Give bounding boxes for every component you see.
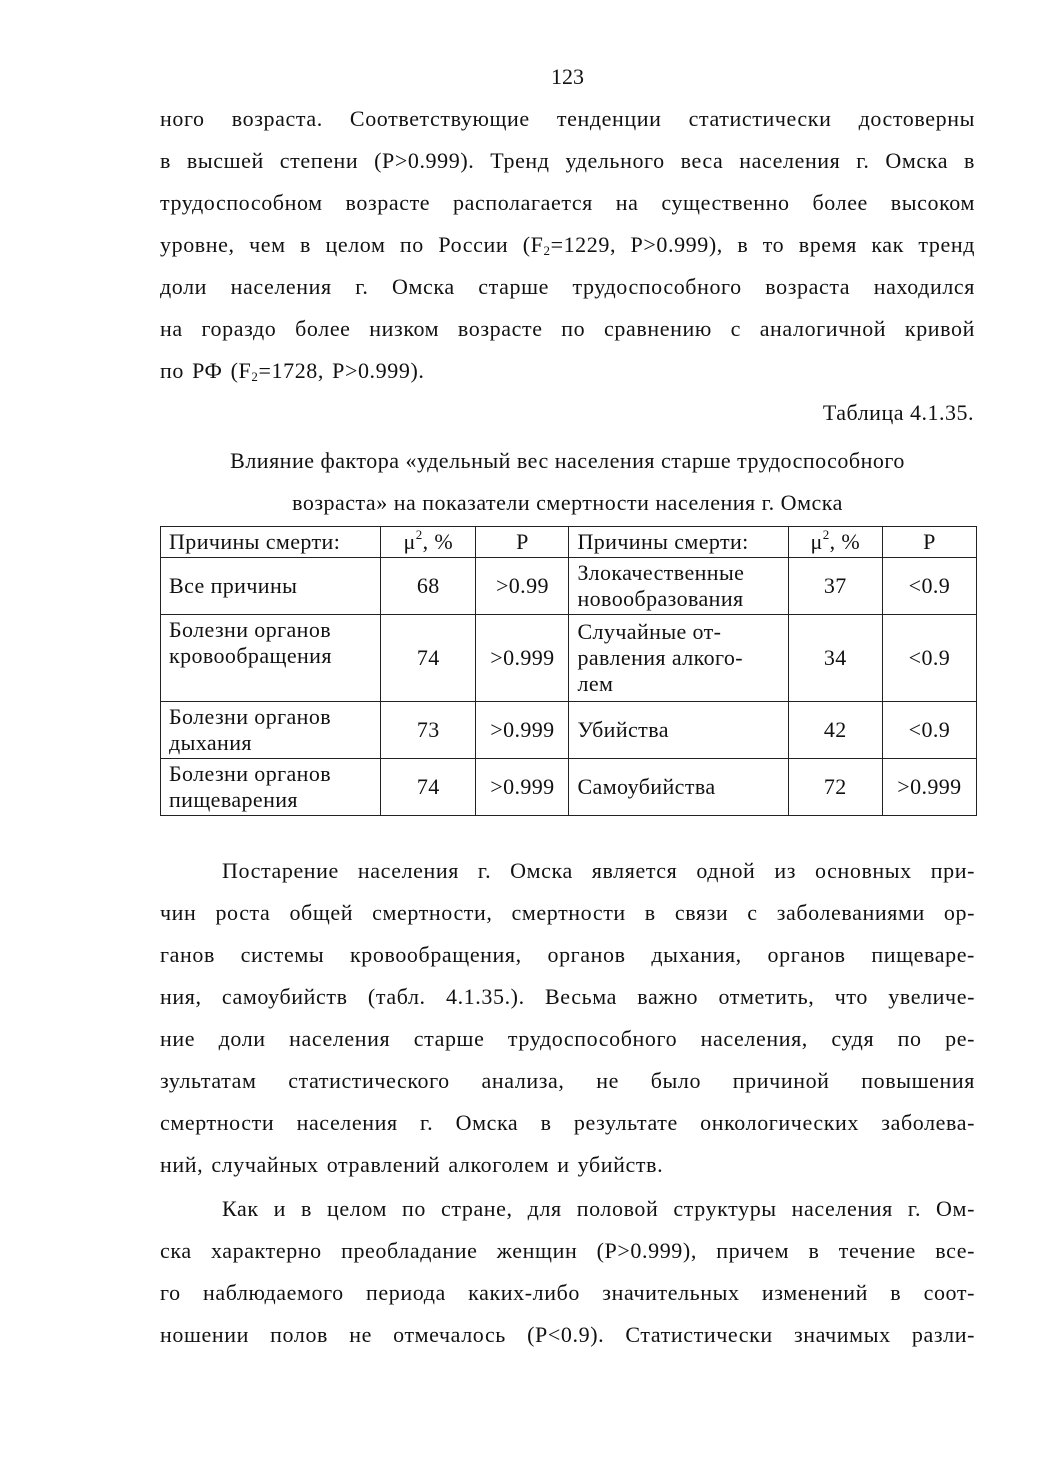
unit: , % bbox=[422, 529, 454, 554]
p-cell: <0.9 bbox=[882, 615, 976, 702]
table-title-line: Влияние фактора «удельный вес населения старше трудоспособного bbox=[230, 448, 905, 473]
header-mu bbox=[381, 527, 476, 558]
header-p: P bbox=[882, 527, 976, 558]
mu-symbol: μ bbox=[810, 529, 823, 554]
text-line: Как и в целом по стране, для половой структуры населения г. Ом- bbox=[222, 1196, 975, 1221]
text-line: ние доли населения старше трудоспособного населения, судя по ре- bbox=[160, 1026, 975, 1051]
text-line: ного возраста. Соответствующие тенденции статистически достоверны bbox=[160, 106, 975, 131]
p-cell: >0.999 bbox=[476, 702, 569, 759]
table-header-row bbox=[161, 527, 977, 558]
table-title-line: возраста» на показатели смертности населения г. Омска bbox=[292, 490, 843, 515]
header-cause: Причины смерти: bbox=[161, 527, 381, 558]
cell-text: Убийства bbox=[577, 717, 669, 742]
subscript: 2 bbox=[251, 369, 259, 384]
cell-text: Случайные от- bbox=[577, 619, 722, 644]
cause-cell bbox=[161, 702, 381, 759]
header-p: P bbox=[476, 527, 569, 558]
text-line: зультатам статистического анализа, не было причиной повышения bbox=[160, 1068, 975, 1093]
header-cause: Причины смерти: bbox=[569, 527, 788, 558]
cause-cell bbox=[161, 558, 381, 615]
text-line: Постарение населения г. Омска является одной из основных при- bbox=[222, 858, 975, 883]
header-mu bbox=[788, 527, 882, 558]
text-line: ношении полов не отмечалось (P<0.9). Статистически значимых разли- bbox=[160, 1322, 975, 1347]
cause-cell bbox=[569, 702, 788, 759]
text-line: доли населения г. Омска старше трудоспособного возраста находился bbox=[160, 274, 975, 299]
table-row bbox=[161, 558, 977, 615]
cell-text: лем bbox=[577, 671, 614, 696]
cell-text: Болезни органов bbox=[169, 704, 332, 729]
p-cell: >0.999 bbox=[882, 759, 976, 816]
cell-text: Болезни органов bbox=[169, 761, 332, 786]
mu-cell: 74 bbox=[381, 759, 476, 816]
cause-cell bbox=[569, 615, 788, 702]
paragraph-intro bbox=[160, 98, 975, 392]
mu-cell: 72 bbox=[788, 759, 882, 816]
mu-cell: 68 bbox=[381, 558, 476, 615]
text-fragment: по РФ (F bbox=[160, 358, 252, 383]
text-line: ганов системы кровообращения, органов дыхания, органов пищеваре- bbox=[160, 942, 975, 967]
text-line: чин роста общей смертности, смертности в связи с заболеваниями ор- bbox=[160, 900, 975, 925]
cause-cell bbox=[161, 759, 381, 816]
text-line: ния, самоубийств (табл. 4.1.35.). Весьма важно отметить, что увеличе- bbox=[160, 984, 975, 1009]
table-row bbox=[161, 615, 977, 702]
paragraph-aging bbox=[160, 850, 975, 1186]
subscript: 2 bbox=[543, 243, 551, 258]
table-label: Таблица 4.1.35. bbox=[822, 400, 974, 425]
cell-text: дыхания bbox=[169, 730, 252, 755]
p-cell: >0.99 bbox=[476, 558, 569, 615]
cell-text: Болезни органов bbox=[169, 617, 332, 642]
cell-text: Самоубийства bbox=[577, 774, 716, 799]
text-fragment: =1229, P>0.999), в то время как тренд bbox=[550, 232, 976, 257]
text-line-with-subscript bbox=[160, 350, 975, 392]
text-line-with-subscript bbox=[160, 224, 975, 266]
page-number: 123 bbox=[551, 64, 584, 89]
cell-text: кровообращения bbox=[169, 643, 332, 668]
p-cell: <0.9 bbox=[882, 702, 976, 759]
table-row bbox=[161, 702, 977, 759]
text-line: смертности населения г. Омска в результате онкологических заболева- bbox=[160, 1110, 975, 1135]
text-line: трудоспособном возрасте располагается на существенно более высоком bbox=[160, 190, 975, 215]
mu-cell: 42 bbox=[788, 702, 882, 759]
text-line: на гораздо более низком возрасте по сравнению с аналогичной кривой bbox=[160, 316, 975, 341]
mu-symbol: μ bbox=[403, 529, 416, 554]
paragraph-gender bbox=[160, 1188, 975, 1356]
text-fragment: уровне, чем в целом по России (F bbox=[160, 232, 544, 257]
table-row bbox=[161, 759, 977, 816]
superscript: 2 bbox=[415, 527, 423, 542]
cell-text: новообразования bbox=[577, 586, 744, 611]
superscript: 2 bbox=[822, 527, 830, 542]
text-fragment: =1728, P>0.999). bbox=[258, 358, 425, 383]
cause-cell bbox=[569, 558, 788, 615]
text-line: го наблюдаемого периода каких-либо значительных изменений в соот- bbox=[160, 1280, 975, 1305]
mortality-factor-table bbox=[160, 526, 977, 816]
p-cell: >0.999 bbox=[476, 615, 569, 702]
cause-cell bbox=[161, 615, 381, 702]
cell-text: равления алкого- bbox=[577, 645, 743, 670]
text-line: ска характерно преобладание женщин (P>0.999), причем в течение все- bbox=[160, 1238, 975, 1263]
mu-cell: 34 bbox=[788, 615, 882, 702]
table-title bbox=[160, 440, 975, 524]
text-line: в высшей степени (P>0.999). Тренд удельного веса населения г. Омска в bbox=[160, 148, 975, 173]
unit: , % bbox=[829, 529, 861, 554]
p-cell: <0.9 bbox=[882, 558, 976, 615]
cell-text: Все причины bbox=[169, 573, 298, 598]
cell-text: Злокачественные bbox=[577, 560, 745, 585]
mu-cell: 74 bbox=[381, 615, 476, 702]
mu-cell: 37 bbox=[788, 558, 882, 615]
cause-cell bbox=[569, 759, 788, 816]
p-cell: >0.999 bbox=[476, 759, 569, 816]
text-line: ний, случайных отравлений алкоголем и убийств. bbox=[160, 1152, 664, 1177]
mu-cell: 73 bbox=[381, 702, 476, 759]
cell-text: пищеварения bbox=[169, 787, 298, 812]
